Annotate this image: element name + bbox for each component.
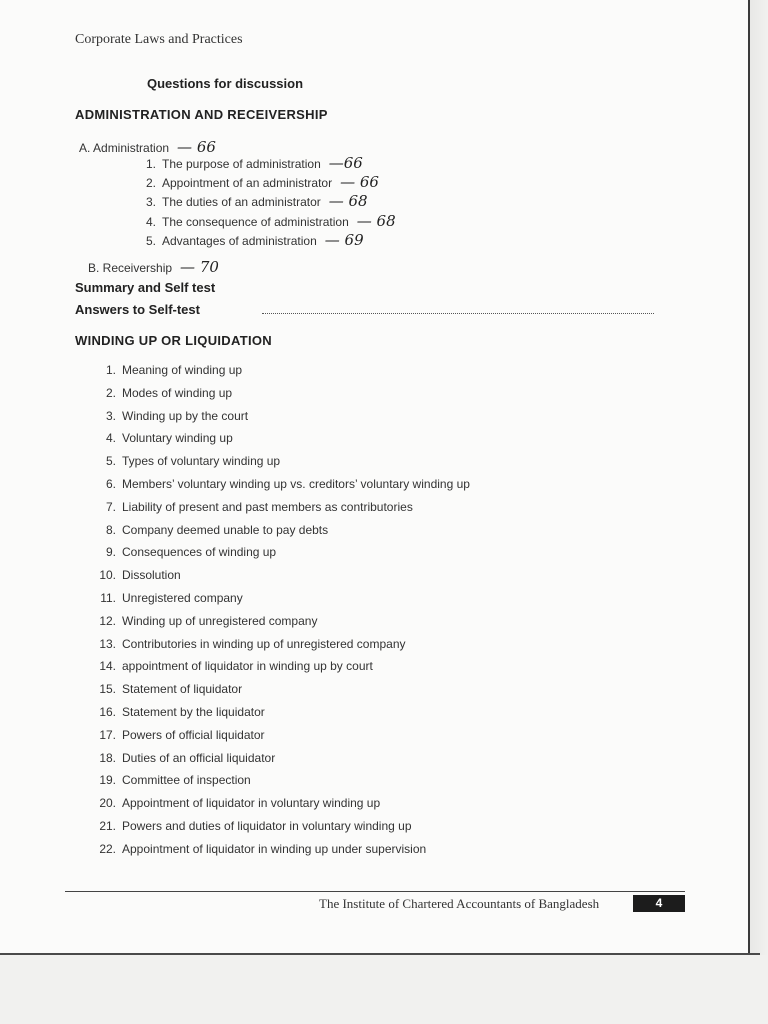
list-item [94,773,251,787]
handwritten-page-note: — 68 [356,211,396,230]
item-number: 2. [145,176,156,191]
list-item [94,796,380,810]
item-text: Statement of liquidator [122,682,243,697]
item-number: 16. [99,705,116,719]
handwritten-page-note: —66 [328,154,363,172]
item-number: 22. [99,841,116,856]
list-item [94,614,317,628]
item-text: Winding up of unregistered company [122,613,318,628]
item-number: 4. [105,431,116,446]
handwritten-page-note: — 68 [328,192,368,211]
item-number: 14. [99,659,116,674]
list-item [94,842,426,856]
dotted-leader [262,313,654,314]
list-item [134,192,368,210]
list-item [94,751,275,765]
handwritten-page-note: — 70 [180,258,219,276]
answers-heading: Answers to Self-test [75,302,200,317]
list-item [94,568,181,582]
item-text: Modes of winding up [122,385,233,400]
item-text: Appointment of liquidator in winding up under supervision [122,841,427,856]
list-item [94,705,265,719]
item-text: Meaning of winding up [122,363,243,377]
handwritten-page-note: — 69 [324,230,364,249]
list-item [94,386,232,400]
item-number: 7. [105,499,116,514]
item-number: 1. [145,157,156,171]
item-number: 4. [145,214,156,229]
list-item [134,173,379,191]
admin-b-line [88,258,219,276]
item-text: Voluntary winding up [122,431,233,446]
footer-publisher: The Institute of Chartered Accountants of Bangladesh [319,896,600,911]
handwritten-page-note: — 66 [340,173,379,192]
item-text: Powers and duties of liquidator in voluntary winding up [122,819,412,833]
list-item [134,212,396,230]
list-item [94,728,265,742]
list-item [94,454,280,468]
item-number: 17. [99,727,116,742]
section-title-administration: ADMINISTRATION AND RECEIVERSHIP [75,107,328,122]
item-text: Duties of an official liquidator [122,750,276,765]
item-number: 12. [99,613,116,628]
item-text: Types of voluntary winding up [122,454,281,469]
item-number: 5. [145,233,156,248]
page-edge [748,0,768,1024]
list-item [94,545,276,559]
item-number: 8. [105,522,116,537]
item-text: Liability of present and past members as contributories [122,499,413,514]
item-text: Appointment of liquidator in voluntary winding up [122,796,381,811]
item-text: Advantages of administration [162,233,317,248]
list-item [94,523,328,537]
item-number: 10. [99,568,116,583]
item-text: Company deemed unable to pay debts [122,522,329,537]
item-text: Committee of inspection [122,773,251,788]
item-number: 3. [145,195,156,210]
item-text: Statement by the liquidator [122,705,265,719]
list-item [94,477,470,491]
item-number: 19. [99,773,116,788]
item-number: 18. [99,750,116,765]
item-number: 13. [99,636,116,651]
item-number: 3. [105,408,116,423]
item-number: 11. [100,591,116,605]
section-title-winding: WINDING UP OR LIQUIDATION [75,333,272,348]
list-item [94,500,413,514]
item-text: The purpose of administration [162,157,321,171]
item-text: Dissolution [122,568,181,583]
handwritten-page-note: — 66 [177,138,216,156]
list-item [94,819,412,833]
item-text: The duties of an administrator [162,195,321,210]
item-number: 20. [99,796,116,811]
item-text: Consequences of winding up [122,545,277,560]
list-item [134,154,363,172]
list-item [134,231,364,249]
item-text: Unregistered company [122,591,243,605]
item-number: 9. [105,545,116,560]
admin-b-label: B. Receivership [88,261,173,275]
list-item [94,363,242,377]
summary-heading: Summary and Self test [75,280,216,295]
list-item [94,659,373,673]
list-item [94,431,233,445]
questions-heading: Questions for discussion [147,76,304,91]
item-number: 15. [99,682,116,697]
item-text: Winding up by the court [122,408,249,423]
admin-a-label: A. Administration [79,141,170,155]
page-number: 4 [633,895,685,912]
item-number: 6. [105,477,116,491]
item-number: 21. [99,819,116,833]
item-text: Members’ voluntary winding up vs. creditors’ voluntary winding up [122,477,470,491]
list-item [94,637,406,651]
item-number: 1. [105,363,116,377]
footer-rule [65,891,685,892]
item-text: The consequence of administration [162,214,349,229]
item-text: Contributories in winding up of unregistered company [122,636,406,651]
item-number: 2. [105,385,116,400]
running-head: Corporate Laws and Practices [75,32,243,47]
item-text: appointment of liquidator in winding up by court [122,659,373,674]
list-item [94,591,243,605]
item-number: 5. [105,454,116,469]
list-item [94,409,248,423]
list-item [94,682,242,696]
item-text: Appointment of an administrator [162,176,333,191]
item-text: Powers of official liquidator [122,727,265,742]
scan-background [0,955,768,1024]
